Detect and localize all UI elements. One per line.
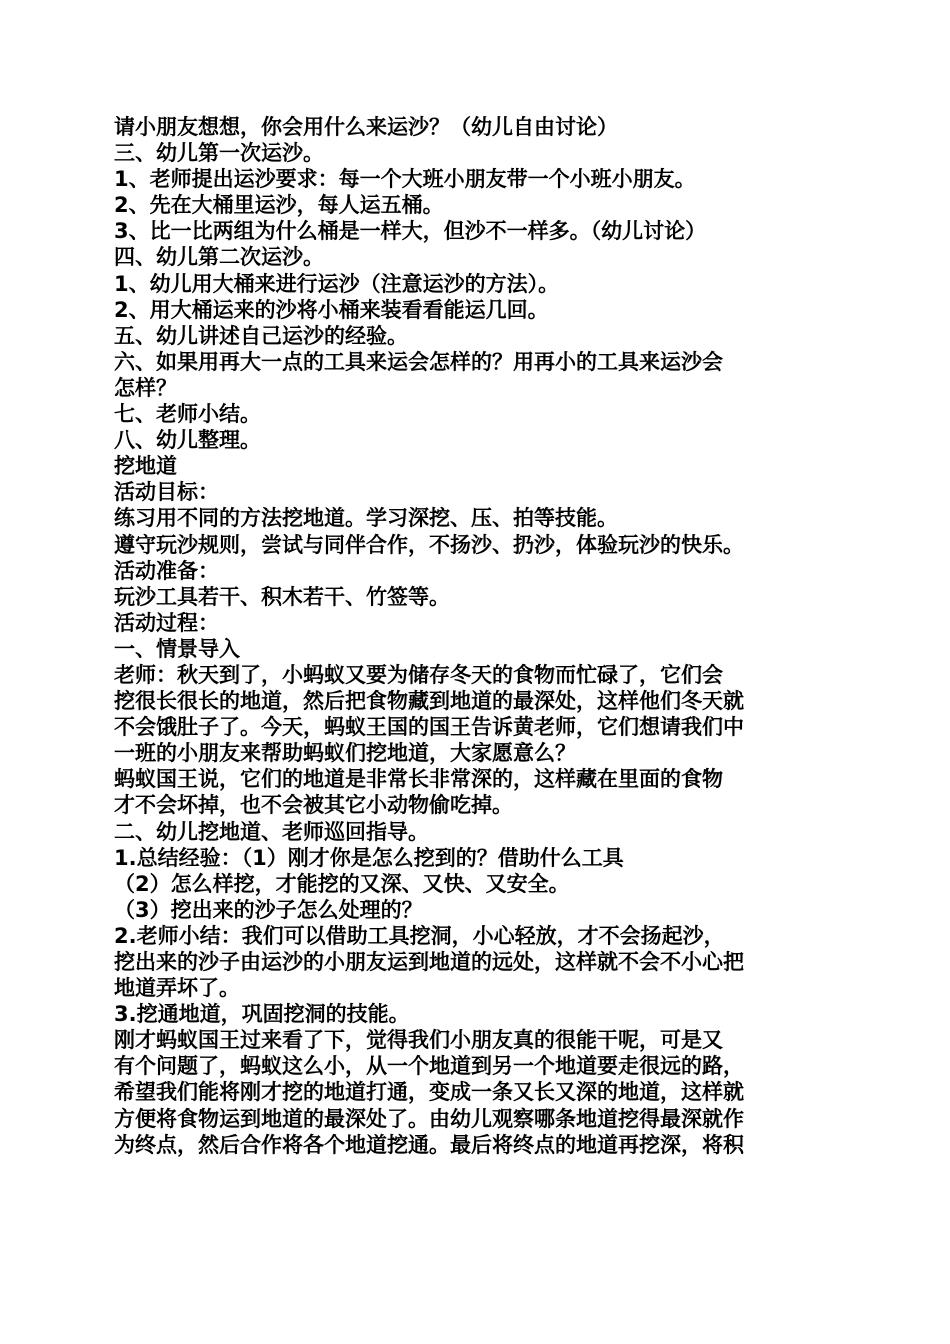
text-line: 1、幼儿用大桶来进行运沙（注意运沙的方法）。 [114,271,560,296]
text-line: 1.总结经验：（1）刚才你是怎么挖到的？借助什么工具 [114,845,624,870]
text-line: 2、先在大桶里运沙，每人运五桶。 [114,193,444,218]
text-line: 请小朋友想想，你会用什么来运沙？（幼儿自由讨论） [114,115,618,139]
text-line: 2、用大桶运来的沙将小桶来装看看能运几回。 [114,297,549,322]
text-line: 不会饿肚子了。今天，蚂蚁王国的国王告诉黄老师，它们想请我们中 [114,715,744,740]
text-line: 1、老师提出运沙要求：每一个大班小朋友带一个小班小朋友。 [114,167,696,192]
section-heading: 四、幼儿第二次运沙。 [114,245,324,270]
section-heading: 五、幼儿讲述自己运沙的经验。 [114,323,408,348]
text-line: 练习用不同的方法挖地道。学习深挖、压、拍等技能。 [114,506,618,531]
text-line: 挖出来的沙子由运沙的小朋友运到地道的远处，这样就不会不小心把 [114,950,744,974]
text-line: 蚂蚁国王说，它们的地道是非常长非常深的，这样藏在里面的食物 [114,767,723,792]
section-heading: 六、如果用再大一点的工具来运会怎样的？用再小的工具来运沙会 [114,349,723,374]
text-line: 老师：秋天到了，小蚂蚁又要为储存冬天的食物而忙碌了，它们会 [114,662,723,687]
text-line: 2.老师小结：我们可以借助工具挖洞，小心轻放，才不会扬起沙， [114,923,725,948]
subheading: 活动准备： [114,558,219,583]
subheading: 活动目标： [114,480,219,505]
section-heading: 一、情景导入 [114,636,240,661]
text-line: 3.挖通地道，巩固挖洞的技能。 [114,1002,410,1027]
text-line: 怎样？ [114,375,177,400]
document-body [114,114,844,1158]
text-line: 为终点，然后合作将各个地道挖通。最后将终点的地道再挖深，将积 [114,1132,744,1157]
section-heading: 七、老师小结。 [114,402,261,427]
activity-title: 挖地道 [114,454,177,479]
text-line: 玩沙工具若干、积木若干、竹签等。 [114,584,450,609]
section-heading: 二、幼儿挖地道、老师巡回指导。 [114,819,429,844]
text-line: 遵守玩沙规则，尝试与同伴合作，不扬沙、扔沙，体验玩沙的快乐。 [114,532,744,557]
text-line: 挖很长很长的地道，然后把食物藏到地道的最深处，这样他们冬天就 [114,689,744,714]
text-line: 地道弄坏了。 [114,976,240,1001]
subheading: 活动过程： [114,610,219,635]
text-line: 方便将食物运到地道的最深处了。由幼儿观察哪条地道挖得最深就作 [114,1106,744,1131]
section-heading: 八、幼儿整理。 [114,428,261,453]
text-line: 一班的小朋友来帮助蚂蚁们挖地道，大家愿意么？ [114,741,576,766]
text-line: 才不会坏掉，也不会被其它小动物偷吃掉。 [114,793,513,818]
text-line: （3）挖出来的沙子怎么处理的？ [114,897,423,922]
text-line: 希望我们能将刚才挖的地道打通，变成一条又长又深的地道，这样就 [114,1080,744,1105]
text-line: 刚才蚂蚁国王过来看了下，觉得我们小朋友真的很能干呢，可是又 [114,1028,723,1053]
text-line: 3、比一比两组为什么桶是一样大，但沙不一样多。（幼儿讨论） [114,219,707,244]
section-heading: 三、幼儿第一次运沙。 [114,141,324,166]
text-line: 有个问题了，蚂蚁这么小，从一个地道到另一个地道要走很远的路， [114,1054,744,1079]
text-line: （2）怎么样挖，才能挖的又深、又快、又安全。 [114,871,570,896]
